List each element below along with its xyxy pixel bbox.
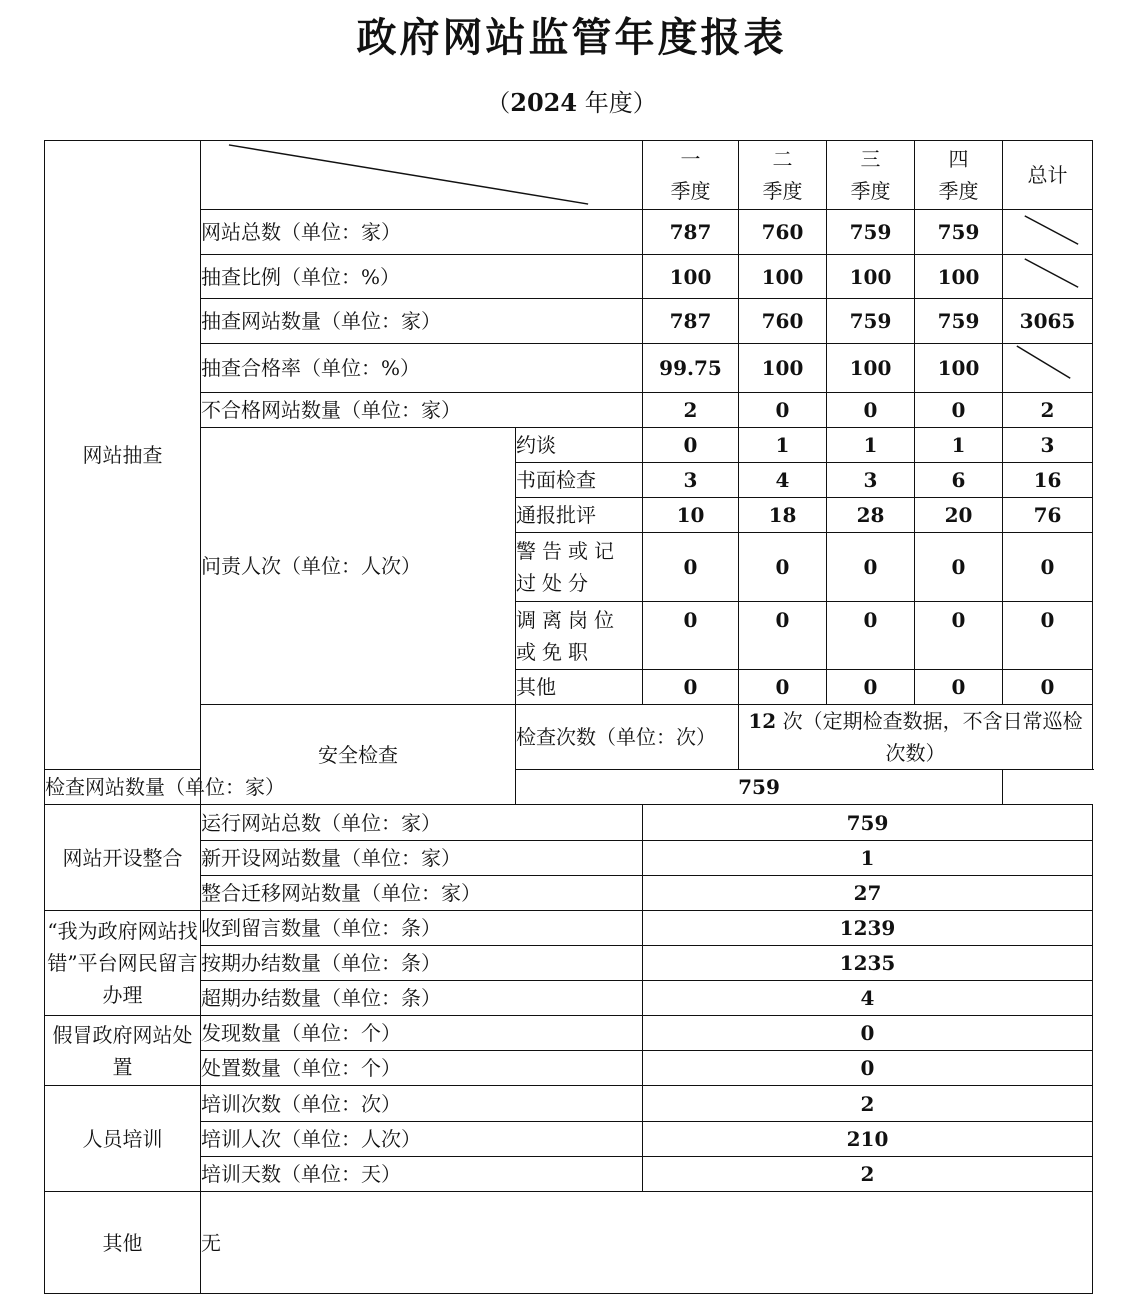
- section-security: 安全检查: [201, 705, 516, 805]
- table-row: [45, 981, 1093, 1016]
- cell-q1: 787: [643, 299, 739, 344]
- cell-q4: 1: [915, 428, 1003, 463]
- value-cell: 1239: [643, 911, 1093, 946]
- diagonal-line: [1003, 210, 1092, 254]
- cell-q2: 100: [739, 255, 827, 299]
- table-row: [45, 841, 1093, 876]
- row-label: 超期办结数量（单位：条）: [201, 981, 643, 1016]
- header-diagonal-cell: [201, 141, 643, 210]
- value-cell: 1: [643, 841, 1093, 876]
- section-spot-check: 网站抽查: [45, 141, 201, 770]
- row-label: 培训次数（单位：次）: [201, 1086, 643, 1122]
- table-row: [45, 705, 1093, 770]
- accountability-label: 问责人次（单位：人次）: [201, 428, 516, 705]
- value-cell: 0: [643, 1051, 1093, 1086]
- sub-label: 书面检查: [516, 463, 643, 498]
- cell-q3: 0: [827, 670, 915, 705]
- cell-q3: 3: [827, 463, 915, 498]
- row-label: 运行网站总数（单位：家）: [201, 805, 643, 841]
- section-other: 其他: [45, 1192, 201, 1294]
- cell-q2: 1: [739, 428, 827, 463]
- cell-total: 76: [1003, 498, 1093, 533]
- value-cell: 2: [643, 1157, 1093, 1192]
- table-row: [45, 1192, 1093, 1294]
- cell-q2: 4: [739, 463, 827, 498]
- cell-q3: 100: [827, 344, 915, 393]
- row-label: 发现数量（单位：个）: [201, 1016, 643, 1051]
- sub-label: 警告或记过处分: [516, 533, 643, 602]
- cell-q2: 0: [739, 670, 827, 705]
- cell-q1: 100: [643, 255, 739, 299]
- cell-q3: 759: [827, 210, 915, 255]
- cell-q3: 759: [827, 299, 915, 344]
- other-value: 无: [201, 1192, 1093, 1294]
- page-title: 政府网站监管年度报表: [356, 14, 787, 61]
- value-cell: 759: [643, 805, 1093, 841]
- report-year: （2024 年度）: [486, 88, 657, 117]
- header-total: 总计: [1003, 141, 1093, 210]
- row-label: 不合格网站数量（单位：家）: [201, 393, 643, 428]
- row-label: 整合迁移网站数量（单位：家）: [201, 876, 643, 911]
- table-row: [45, 1122, 1093, 1157]
- header-q3: 三 季度: [827, 141, 915, 210]
- cell-total: 3065: [1003, 299, 1093, 344]
- cell-q1: 2: [643, 393, 739, 428]
- row-label: 按期办结数量（单位：条）: [201, 946, 643, 981]
- table-row: [45, 1086, 1093, 1122]
- cell-q4: 0: [915, 602, 1003, 670]
- section-setup: 网站开设整合: [45, 805, 201, 911]
- cell-q3: 0: [827, 533, 915, 602]
- header-q1: 一 季度: [643, 141, 739, 210]
- check-count-cell: 12 次（定期检查数据，不含日常巡检次数）: [739, 705, 1093, 770]
- cell-q4: 759: [915, 210, 1003, 255]
- table-row: [45, 911, 1093, 946]
- cell-q2: 0: [739, 393, 827, 428]
- section-fake-sites: 假冒政府网站处置: [45, 1016, 201, 1086]
- table-row: [45, 1016, 1093, 1051]
- cell-total: 3: [1003, 428, 1093, 463]
- table-row: [45, 393, 1093, 428]
- cell-q1: 0: [643, 670, 739, 705]
- cell-q2: 0: [739, 602, 827, 670]
- empty-total-cell: [1003, 255, 1093, 299]
- cell-total: 0: [1003, 533, 1093, 602]
- cell-q1: 0: [643, 428, 739, 463]
- cell-total: 0: [1003, 670, 1093, 705]
- cell-q2: 760: [739, 210, 827, 255]
- cell-q4: 100: [915, 344, 1003, 393]
- cell-q2: 760: [739, 299, 827, 344]
- cell-q2: 0: [739, 533, 827, 602]
- section-platform: “我为政府网站找错”平台网民留言办理: [45, 911, 201, 1016]
- cell-total: 2: [1003, 393, 1093, 428]
- value-cell: 1235: [643, 946, 1093, 981]
- sub-label: 约谈: [516, 428, 643, 463]
- cell-q3: 28: [827, 498, 915, 533]
- value-cell: 2: [643, 1086, 1093, 1122]
- row-label: 检查次数（单位：次）: [516, 705, 739, 770]
- cell-q4: 0: [915, 670, 1003, 705]
- diagonal-line: [1003, 344, 1092, 392]
- cell-q4: 100: [915, 255, 1003, 299]
- table-row: [45, 876, 1093, 911]
- row-label: 抽查合格率（单位：%）: [201, 344, 643, 393]
- cell-total: 16: [1003, 463, 1093, 498]
- cell-q1: 0: [643, 533, 739, 602]
- row-label: 网站总数（单位：家）: [201, 210, 643, 255]
- sub-label: 调离岗位或免职: [516, 602, 643, 670]
- cell-q4: 6: [915, 463, 1003, 498]
- cell-q3: 0: [827, 602, 915, 670]
- table-row: [45, 428, 1093, 463]
- cell-q3: 100: [827, 255, 915, 299]
- header-q2: 二 季度: [739, 141, 827, 210]
- value-cell: 210: [643, 1122, 1093, 1157]
- table-row: [45, 1051, 1093, 1086]
- section-training: 人员培训: [45, 1086, 201, 1192]
- cell-q4: 0: [915, 533, 1003, 602]
- cell-q3: 1: [827, 428, 915, 463]
- cell-total: 0: [1003, 602, 1093, 670]
- table-row: [45, 344, 1093, 393]
- header-q4: 四 季度: [915, 141, 1003, 210]
- diagonal-line: [1003, 255, 1092, 298]
- cell-q1: 3: [643, 463, 739, 498]
- value-cell: 4: [643, 981, 1093, 1016]
- table-row: [45, 1157, 1093, 1192]
- table-row: [45, 299, 1093, 344]
- cell-q4: 759: [915, 299, 1003, 344]
- row-label: 处置数量（单位：个）: [201, 1051, 643, 1086]
- sub-label: 其他: [516, 670, 643, 705]
- cell-q4: 20: [915, 498, 1003, 533]
- cell-q2: 100: [739, 344, 827, 393]
- row-label: 培训人次（单位：人次）: [201, 1122, 643, 1157]
- cell-q2: 18: [739, 498, 827, 533]
- empty-total-cell: [1003, 210, 1093, 255]
- table-row: [45, 946, 1093, 981]
- row-label: 抽查比例（单位：%）: [201, 255, 643, 299]
- report-table: [44, 140, 1093, 1294]
- row-label: 检查网站数量（单位：家）: [45, 770, 516, 805]
- cell-q1: 0: [643, 602, 739, 670]
- cell-q3: 0: [827, 393, 915, 428]
- table-row: [45, 770, 1093, 805]
- row-label: 抽查网站数量（单位：家）: [201, 299, 643, 344]
- table-row: [45, 210, 1093, 255]
- row-label: 新开设网站数量（单位：家）: [201, 841, 643, 876]
- row-label: 培训天数（单位：天）: [201, 1157, 643, 1192]
- empty-total-cell: [1003, 344, 1093, 393]
- cell-q1: 787: [643, 210, 739, 255]
- table-row: [45, 255, 1093, 299]
- cell-q4: 0: [915, 393, 1003, 428]
- value-cell: 27: [643, 876, 1093, 911]
- row-label: 收到留言数量（单位：条）: [201, 911, 643, 946]
- table-row: [45, 805, 1093, 841]
- value-cell: 0: [643, 1016, 1093, 1051]
- value-cell: 759: [516, 770, 1003, 805]
- diagonal-line: [201, 141, 642, 209]
- cell-q1: 10: [643, 498, 739, 533]
- cell-q1: 99.75: [643, 344, 739, 393]
- sub-label: 通报批评: [516, 498, 643, 533]
